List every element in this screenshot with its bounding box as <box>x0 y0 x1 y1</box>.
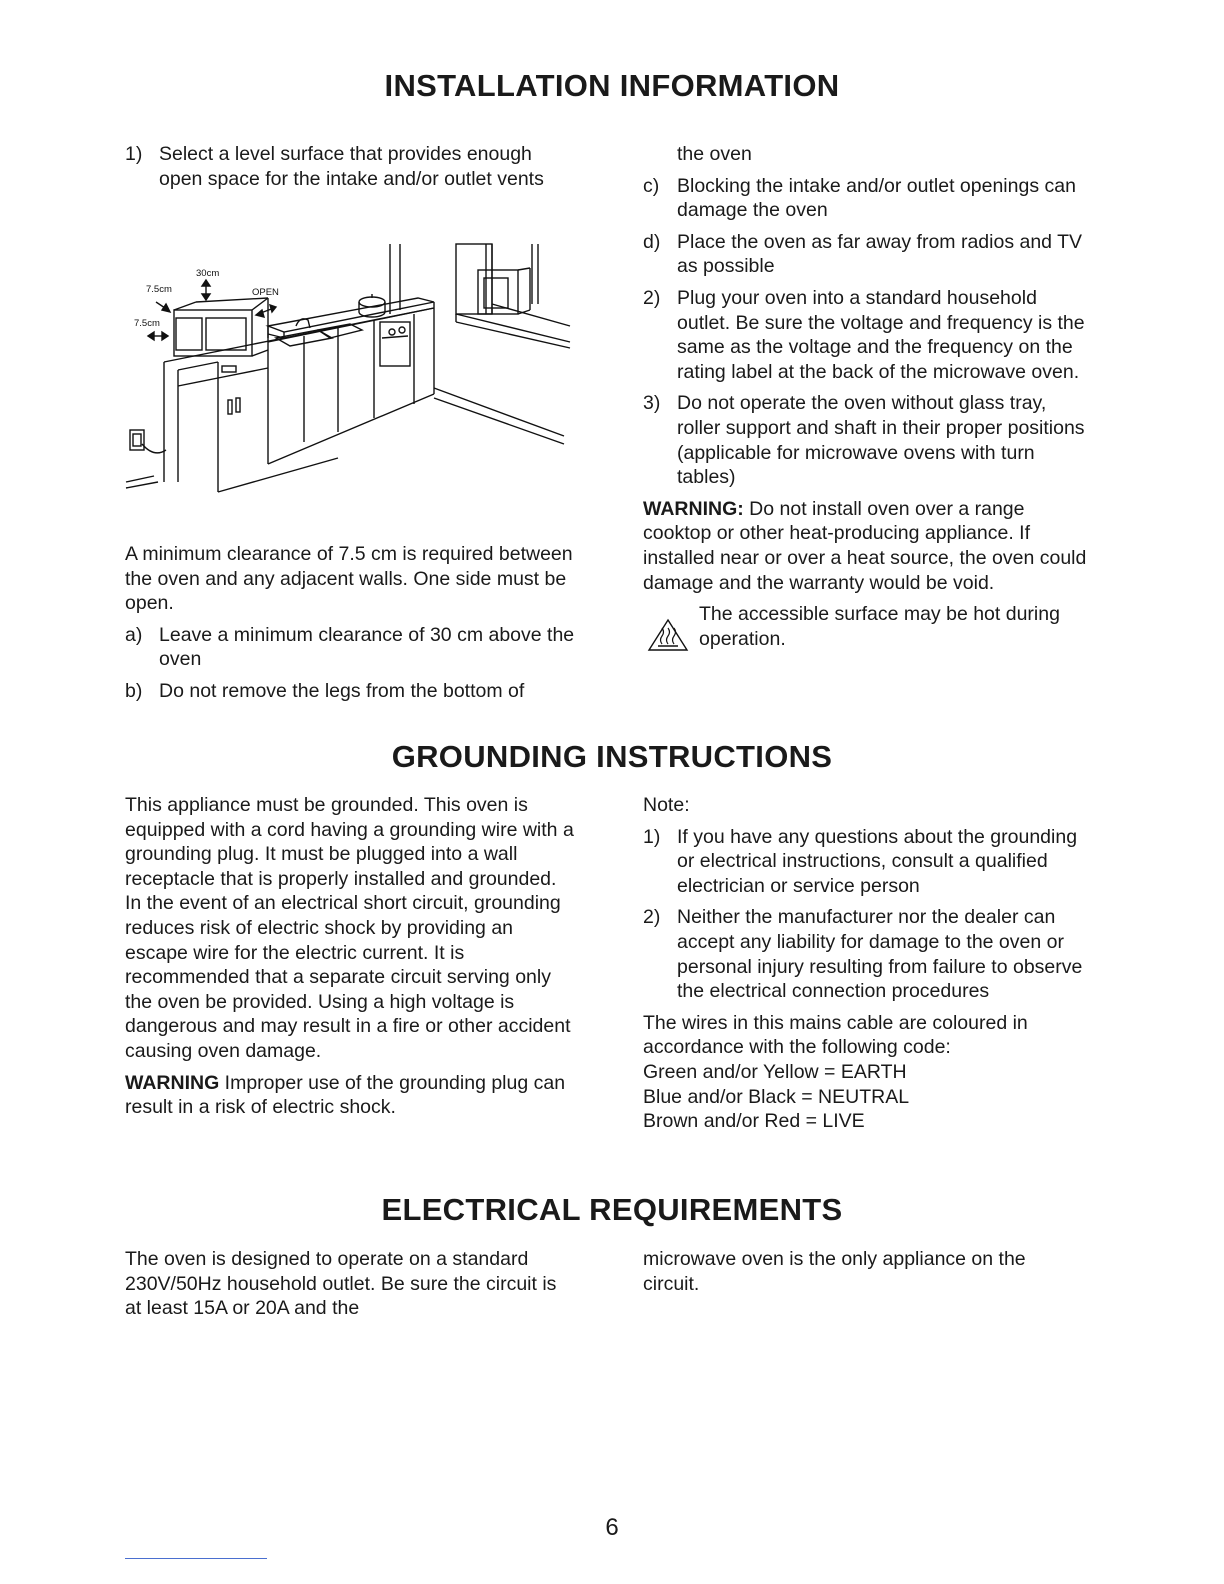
note-text: If you have any questions about the grounding or electrical instructions, consult a qualified electrician or service person <box>677 825 1078 897</box>
footer-rule <box>125 1558 267 1559</box>
grounding-warning <box>125 1071 577 1120</box>
item-text: Blocking the intake and/or outlet openings can damage the oven <box>677 174 1076 222</box>
label-30cm: 30cm <box>196 268 220 279</box>
wire-live: Brown and/or Red = LIVE <box>643 1110 865 1133</box>
step-text: Do not operate the oven without glass tray, roller support and shaft in their proper positions (applicable for microwave ovens with turn tables) <box>677 392 1085 489</box>
label-7-5cm-side: 7.5cm <box>134 318 160 329</box>
list-marker: 2) <box>643 906 661 929</box>
page-number: 6 <box>605 1514 619 1541</box>
installation-step-2 <box>643 286 1093 384</box>
hot-surface-text: The accessible surface may be hot during operation. <box>699 603 1060 650</box>
list-marker: c) <box>643 174 660 197</box>
list-marker: a) <box>125 623 143 646</box>
installation-item-d <box>643 230 1093 279</box>
item-text: Place the oven as far away from radios and TV as possible <box>677 230 1083 278</box>
warning-text: Do not install oven over a range cooktop or other heat-producing appliance. If installed near or over a heat source, the oven could damage and the warranty would be void. <box>643 497 1087 594</box>
label-open: OPEN <box>252 287 279 298</box>
warning-text: Improper use of the grounding plug can result in a risk of electric shock. <box>125 1071 566 1119</box>
grounding-title: GROUNDING INSTRUCTIONS <box>391 739 833 774</box>
installation-right-column <box>643 142 1093 651</box>
grounding-right-column <box>643 793 1095 1134</box>
wire-neutral: Blue and/or Black = NEUTRAL <box>643 1085 910 1108</box>
installation-step-3 <box>643 391 1093 489</box>
grounding-paragraph: This appliance must be grounded. This oven is equipped with a cord having a grounding wire with a grounding plug. It must be plugged into a wall receptacle that is properly installed and grounded. In the event of an electrical short circuit, grounding reduces risk of electric shock by providing an escape wire for the electric current. It is recommended that a separate circuit serving only the oven be provided. Using a high voltage is dangerous and may result in a fire or other accident causing oven damage. <box>125 794 574 1062</box>
grounding-left-column <box>125 793 577 1120</box>
installation-title: INSTALLATION INFORMATION <box>384 68 840 103</box>
label-7-5cm-top: 7.5cm <box>146 284 172 295</box>
installation-left-column-top <box>125 142 575 191</box>
item-text: Leave a minimum clearance of 30 cm above the oven <box>159 623 575 671</box>
kitchen-installation-figure <box>118 238 578 500</box>
installation-item-c <box>643 174 1093 223</box>
list-marker: 3) <box>643 392 661 415</box>
list-marker: 1) <box>643 825 661 848</box>
step-text: Plug your oven into a standard household outlet. Be sure the voltage and frequency is the same as the voltage and the frequency on the rating label at the back of the microwave oven. <box>677 286 1085 383</box>
electrical-text-left: The oven is designed to operate on a standard 230V/50Hz household outlet. Be sure the circuit is at least 15A or 20A and the <box>125 1248 557 1320</box>
warning-label: WARNING <box>125 1071 220 1094</box>
installation-warning <box>643 497 1093 595</box>
hot-surface-notice <box>643 602 1093 651</box>
item-b-continuation: the oven <box>677 143 752 165</box>
note-item-1 <box>643 825 1095 899</box>
wires-intro: The wires in this mains cable are coloured in accordance with the following code: <box>643 1011 1028 1059</box>
list-marker: b) <box>125 679 143 702</box>
item-text: Do not remove the legs from the bottom of <box>159 679 525 702</box>
installation-item-a <box>125 623 577 672</box>
hot-surface-warning-icon <box>647 618 689 652</box>
list-marker: 2) <box>643 286 661 309</box>
warning-label: WARNING: <box>643 497 744 520</box>
installation-item-b <box>125 679 577 704</box>
list-marker: d) <box>643 230 661 253</box>
installation-step-1 <box>125 142 575 191</box>
electrical-right-column <box>643 1247 1083 1296</box>
wire-earth: Green and/or Yellow = EARTH <box>643 1060 907 1083</box>
clearance-paragraph: A minimum clearance of 7.5 cm is required between the oven and any adjacent walls. One side must be open. <box>125 543 573 615</box>
installation-left-column-bottom <box>125 542 577 704</box>
list-marker: 1) <box>125 143 143 165</box>
note-item-2 <box>643 905 1095 1003</box>
step-text: Select a level surface that provides enough open space for the intake and/or outlet vents <box>159 143 544 190</box>
electrical-title: ELECTRICAL REQUIREMENTS <box>381 1192 843 1227</box>
electrical-text-right: microwave oven is the only appliance on the circuit. <box>643 1248 1026 1295</box>
note-label: Note: <box>643 794 690 816</box>
note-text: Neither the manufacturer nor the dealer can accept any liability for damage to the oven or personal injury resulting from failure to observe the electrical connection procedures <box>677 906 1083 1003</box>
electrical-left-column <box>125 1247 577 1321</box>
